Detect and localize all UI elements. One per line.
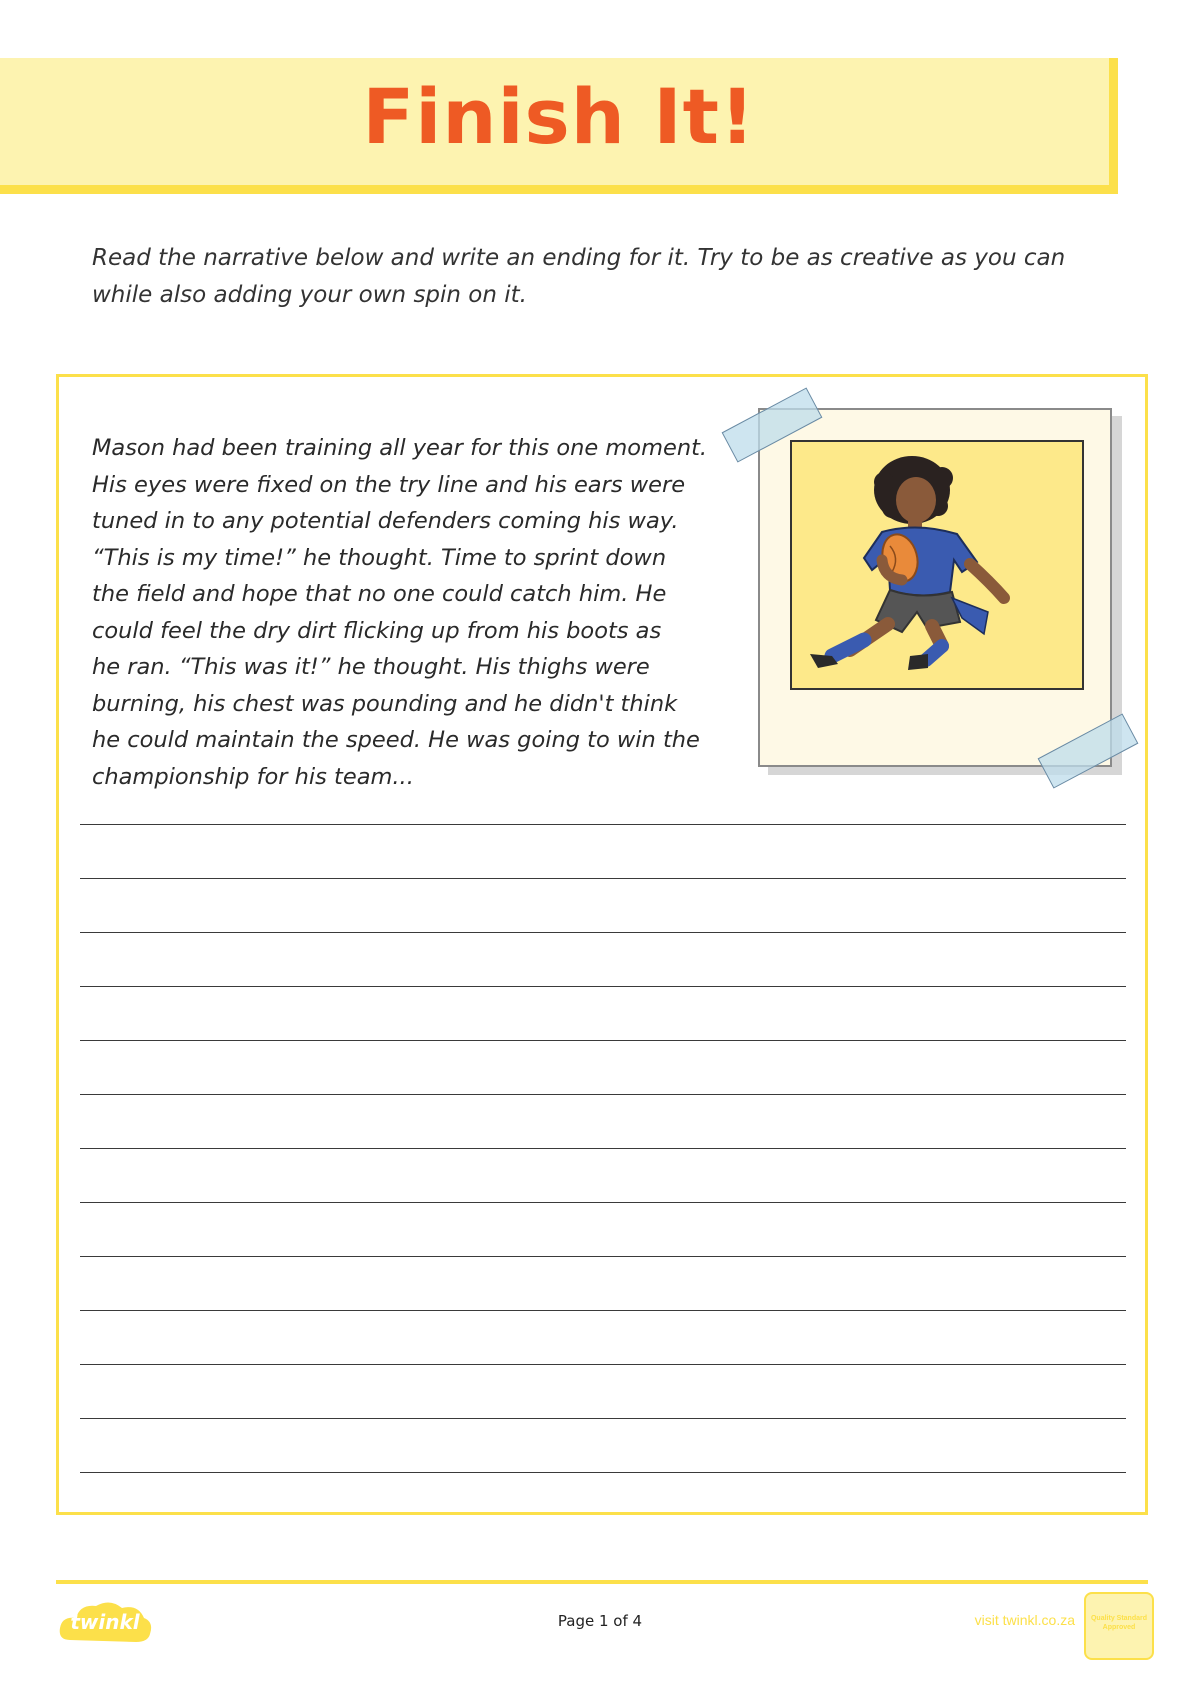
narrative-line: he could maintain the speed. He was going to win the bbox=[92, 727, 700, 753]
photo-frame bbox=[758, 408, 1112, 767]
narrative-line: he ran. “This was it!” he thought. His thighs were bbox=[92, 654, 650, 680]
writing-line[interactable] bbox=[80, 878, 1126, 879]
narrative-line: burning, his chest was pounding and he didn't think bbox=[92, 690, 678, 717]
narrative-text bbox=[92, 430, 742, 795]
logo-text: twinkl bbox=[70, 1610, 140, 1634]
narrative-line: “This is my time!” he thought. Time to sprint down bbox=[92, 544, 667, 571]
writing-line[interactable] bbox=[80, 1148, 1126, 1149]
rugby-player-icon bbox=[792, 442, 1082, 688]
narrative-line: championship for his team... bbox=[92, 763, 414, 790]
writing-line[interactable] bbox=[80, 1040, 1126, 1041]
writing-line[interactable] bbox=[80, 1364, 1126, 1365]
writing-line[interactable] bbox=[80, 1418, 1126, 1419]
narrative-line: could feel the dry dirt flicking up from his boots as bbox=[92, 617, 662, 644]
narrative-line: the field and hope that no one could catch him. He bbox=[92, 581, 667, 607]
writing-line[interactable] bbox=[80, 824, 1126, 825]
quality-badge bbox=[1084, 1592, 1154, 1660]
instructions-line-2: while also adding your own spin on it. bbox=[92, 282, 527, 308]
page-title: Finish It! bbox=[362, 72, 756, 161]
narrative-line: His eyes were fixed on the try line and his ears were bbox=[92, 471, 686, 498]
instructions bbox=[92, 240, 1112, 314]
writing-line[interactable] bbox=[80, 986, 1126, 987]
narrative-line: tuned in to any potential defenders coming his way. bbox=[92, 508, 679, 534]
page-number: Page 1 of 4 bbox=[557, 1612, 643, 1630]
writing-line[interactable] bbox=[80, 1310, 1126, 1311]
writing-line[interactable] bbox=[80, 1202, 1126, 1203]
instructions-line-1: Read the narrative below and write an ending for it. Try to be as creative as you can bbox=[92, 245, 1066, 271]
rugby-player-illustration bbox=[790, 440, 1084, 690]
writing-line[interactable] bbox=[80, 1094, 1126, 1095]
site-link[interactable]: visit twinkl.co.za bbox=[974, 1612, 1075, 1628]
badge-text: Quality Standard Approved bbox=[1090, 1615, 1147, 1631]
writing-line[interactable] bbox=[80, 932, 1126, 933]
writing-line[interactable] bbox=[80, 1256, 1126, 1257]
narrative-line: Mason had been training all year for this one moment. bbox=[92, 435, 708, 461]
footer-rule bbox=[56, 1580, 1148, 1584]
writing-line[interactable] bbox=[80, 1472, 1126, 1473]
twinkl-logo[interactable] bbox=[56, 1596, 154, 1650]
